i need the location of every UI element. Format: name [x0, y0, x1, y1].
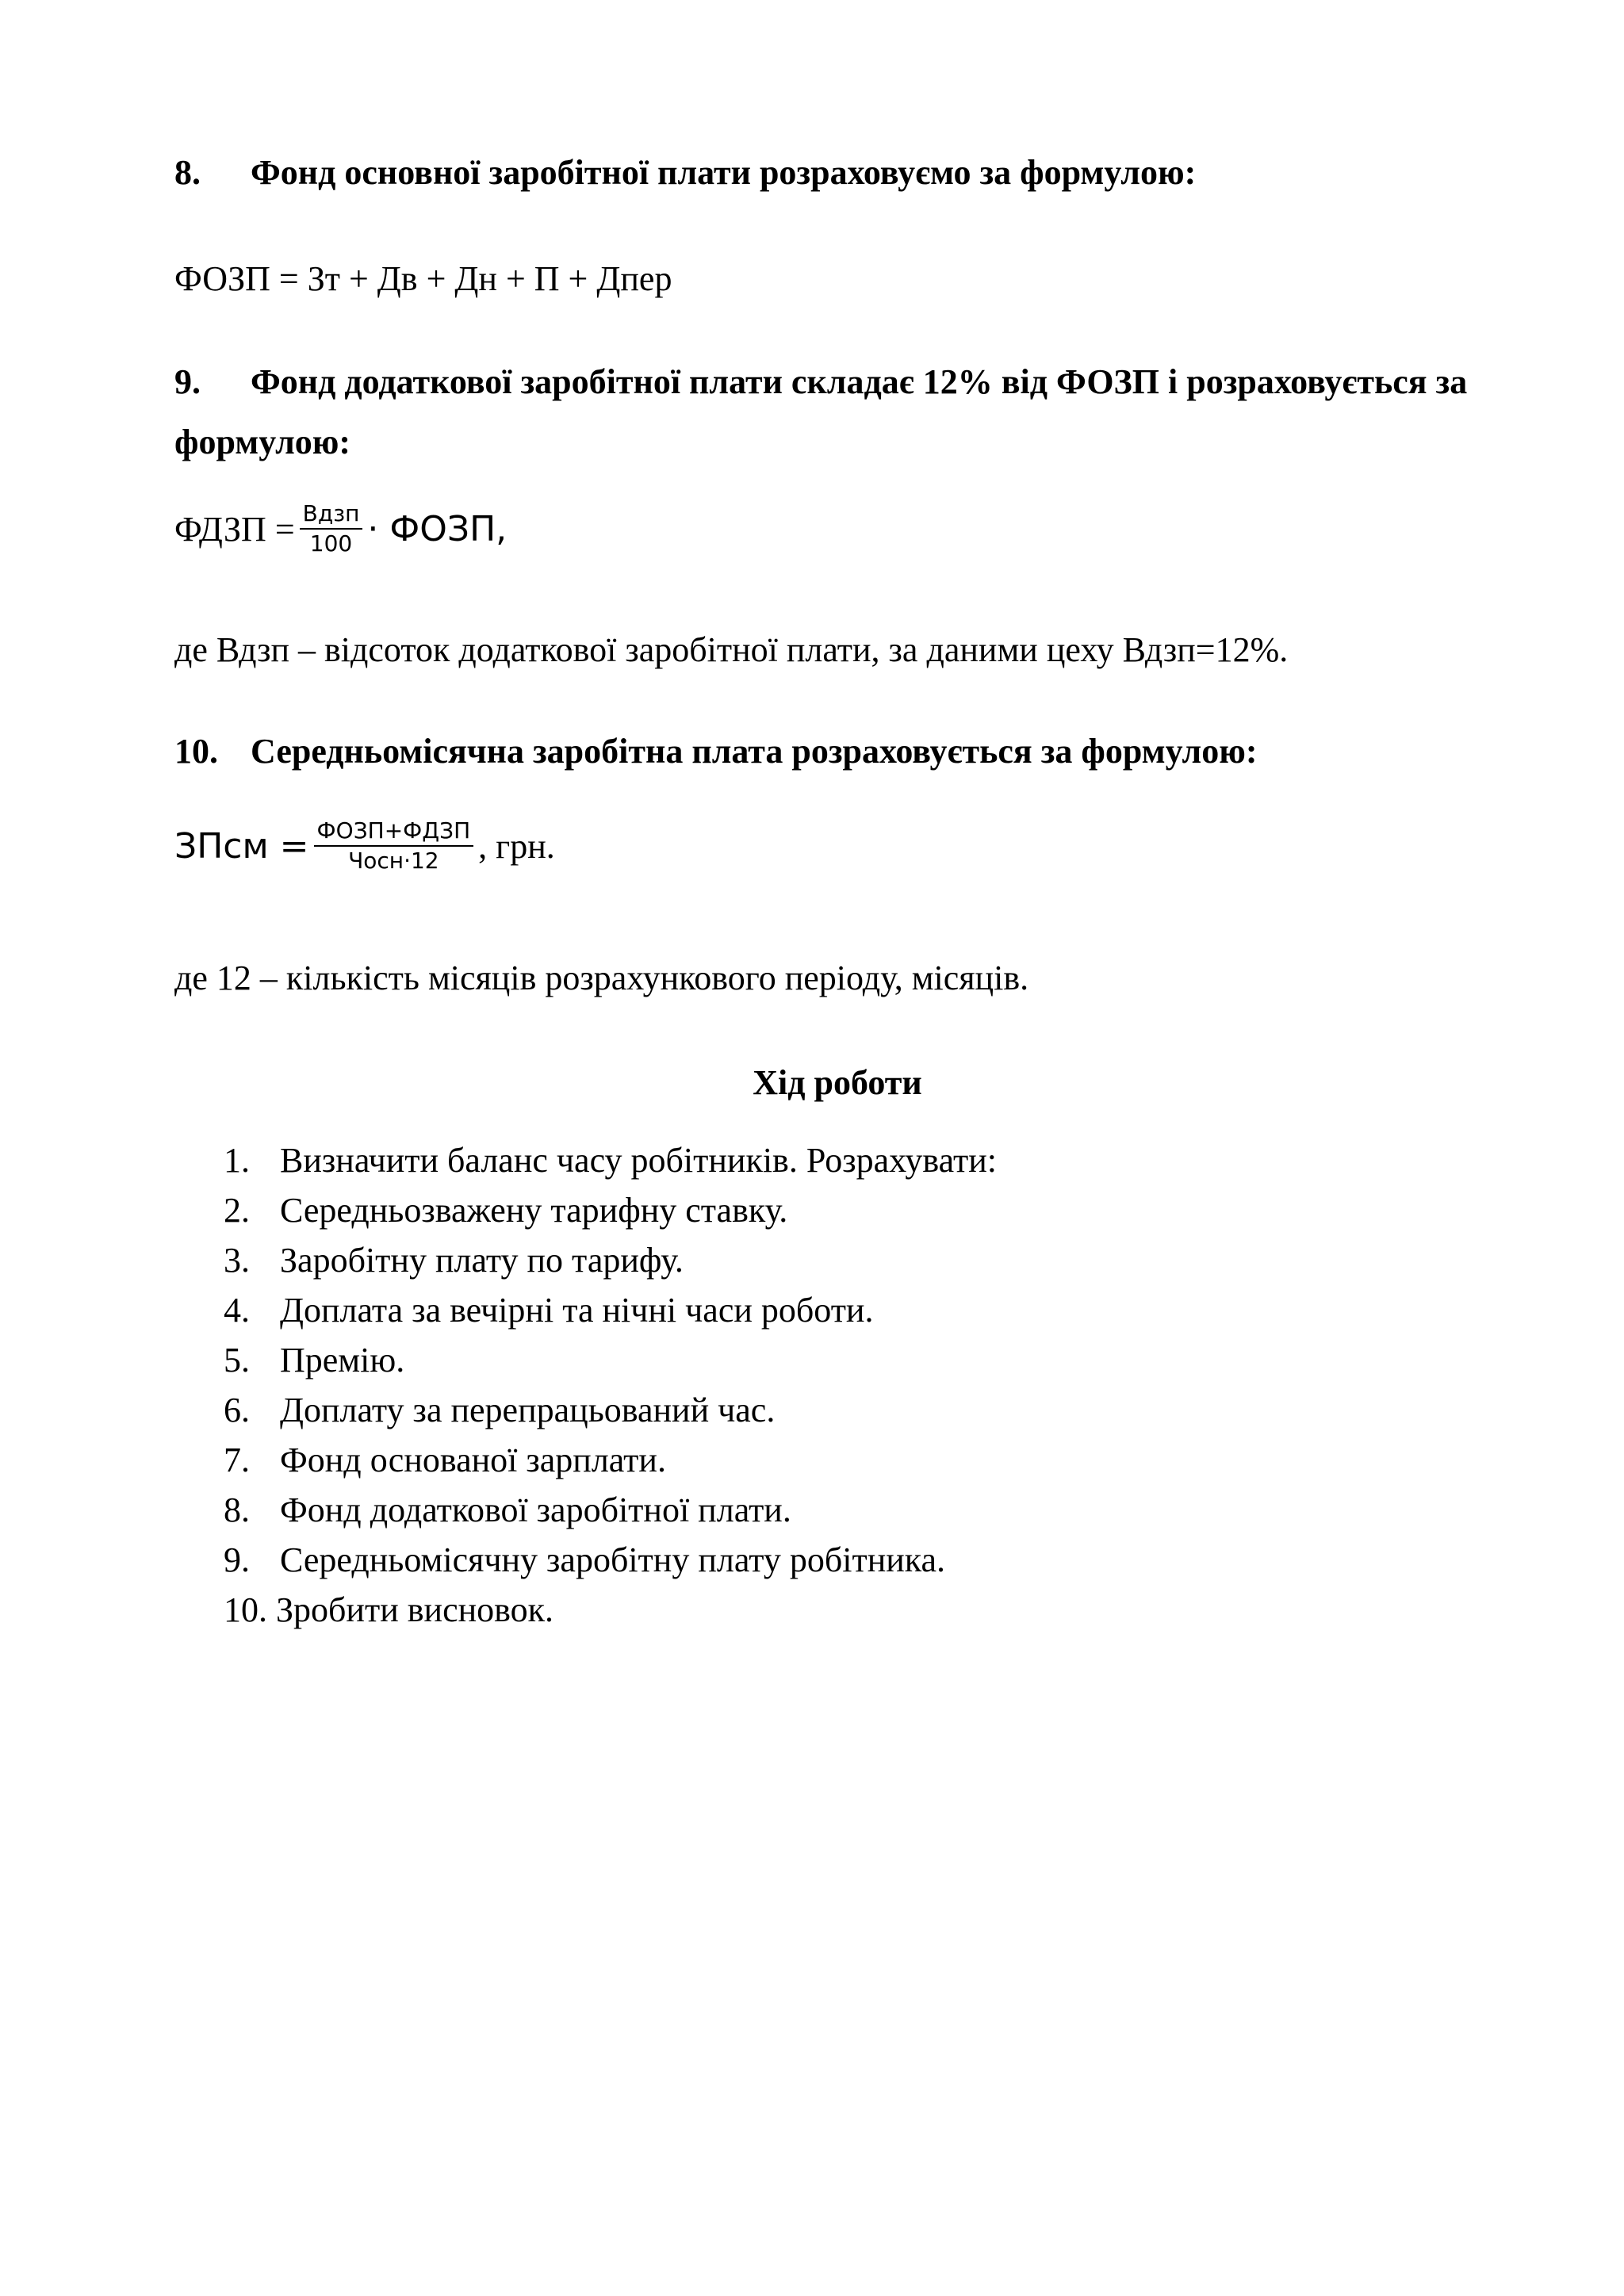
- section-9-formula: [174, 499, 507, 558]
- section-10-formula: [174, 817, 555, 875]
- section-10-note: де 12 – кількість місяців розрахункового періоду, місяців.: [174, 959, 1029, 997]
- workflow-steps: [224, 1135, 997, 1635]
- zpsm-lhs: ЗПсм =: [174, 825, 309, 867]
- zpsm-fraction: [314, 817, 474, 875]
- section-10-number: 10.: [174, 732, 218, 771]
- list-item: 7. Фонд основаної зарплати.: [224, 1441, 666, 1479]
- fdzp-lhs: ФДЗП =: [174, 509, 295, 549]
- fdzp-fraction: [300, 499, 363, 558]
- list-item: 1. Визначити баланс часу робітників. Розрахувати:: [224, 1141, 998, 1180]
- fdzp-rhs: · ФОЗП,: [367, 508, 508, 549]
- zpsm-denominator: Чосн·12: [348, 848, 439, 874]
- zpsm-rhs: , грн.: [478, 826, 555, 866]
- section-9-note: де Вдзп – відсоток додаткової заробітної плати, за даними цеху Вдзп=12%.: [174, 630, 1289, 669]
- section-8-number: 8.: [174, 153, 201, 192]
- section-9-heading: [174, 352, 1475, 473]
- list-item: 8. Фонд додаткової заробітної плати.: [224, 1490, 791, 1529]
- section-10-heading: [174, 721, 1258, 782]
- section-8-heading-text: Фонд основної заробітної плати розраховуємо за формулою:: [251, 153, 1197, 192]
- list-item: 6. Доплату за перепрацьований час.: [224, 1391, 776, 1429]
- section-8-heading: [174, 143, 1196, 203]
- section-9-heading-text: Фонд додаткової заробітної плати складає 12% від ФОЗП і розраховується за формулою:: [174, 362, 1468, 461]
- workflow-title: Хід роботи: [753, 1063, 922, 1102]
- section-10-heading-text: Середньомісячна заробітна плата розраховується за формулою:: [251, 732, 1258, 771]
- list-item: 5. Премію.: [224, 1341, 405, 1380]
- fdzp-denominator: 100: [309, 530, 353, 557]
- section-9-number: 9.: [174, 362, 201, 401]
- zpsm-numerator: ФОЗП+ФДЗП: [316, 817, 471, 844]
- fdzp-numerator: Вдзп: [302, 500, 360, 526]
- list-item: 2. Середньозважену тарифну ставку.: [224, 1191, 788, 1230]
- list-item: 9. Середньомісячну заробітну плату робітника.: [224, 1540, 946, 1579]
- section-8-formula: ФОЗП = Зт + Дв + Дн + П + Дпер: [174, 259, 672, 298]
- list-item: 4. Доплата за вечірні та нічні часи роботи.: [224, 1291, 874, 1330]
- list-item: 3. Заробітну плату по тарифу.: [224, 1241, 684, 1280]
- list-item: 10. Зробити висновок.: [224, 1590, 554, 1629]
